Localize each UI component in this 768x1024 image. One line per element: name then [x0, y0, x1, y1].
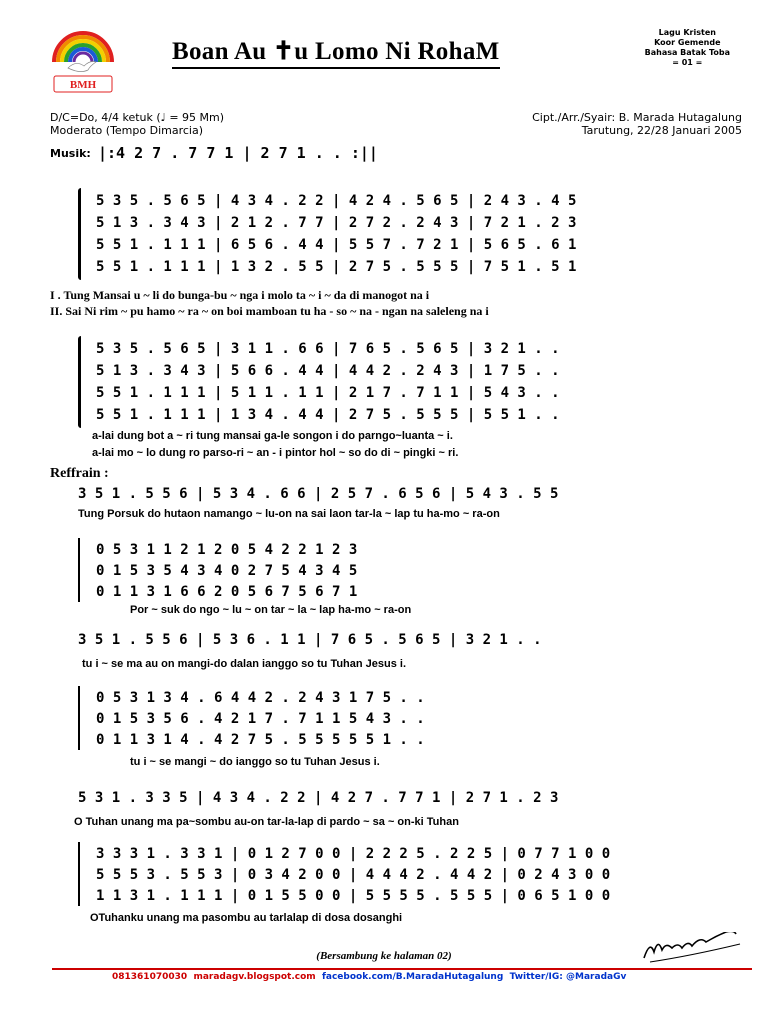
dove-icon — [68, 62, 96, 72]
harmony-line: 0 1 1 3 1 6 6 2 0 5 6 7 5 6 7 1 — [96, 584, 358, 600]
alto-line: 5 1 3 . 3 4 3 | 5 6 6 . 4 4 | 4 4 2 . 2 4 3 | 1 7 5 . . — [96, 363, 560, 379]
harmony-block — [96, 844, 610, 907]
meta-line: Koor Gemende — [654, 38, 721, 47]
signature — [640, 932, 750, 966]
lyric-verse-1: a-lai dung bot a ~ ri tung mansai ga-le songon i do parngo~luanta ~ i. — [92, 430, 453, 442]
credit-info — [532, 111, 742, 137]
harmony-line: 1 1 3 1 . 1 1 1 | 0 1 5 5 0 0 | 5 5 5 5 . 5 5 5 | 0 6 5 1 0 0 — [96, 888, 611, 904]
meta-line: Lagu Kristen — [658, 28, 716, 37]
composer: Cipt./Arr./Syair: B. Marada Hutagalung — [532, 111, 742, 124]
system-bar — [78, 842, 80, 906]
melody-lyric: tu i ~ se ma au on mangi-do dalan ianggo so tu Tuhan Jesus i. — [82, 658, 407, 670]
lyric-verse-2: II. Sai Ni rim ~ pu hamo ~ ra ~ on boi mamboan tu ha - so ~ na - ngan na saleleng na i — [50, 304, 489, 318]
system-brace — [78, 336, 81, 428]
tenor-line: 5 5 1 . 1 1 1 | 5 1 1 . 1 1 | 2 1 7 . 7 1 1 | 5 4 3 . . — [96, 385, 560, 401]
harmony-line: 0 5 3 1 1 2 1 2 0 5 4 2 2 1 2 3 — [96, 542, 358, 558]
phone-number: 081361070030 — [112, 972, 188, 982]
melody-line: 3 5 1 . 5 5 6 | 5 3 6 . 1 1 | 7 6 5 . 5 6 5 | 3 2 1 . . — [78, 632, 542, 648]
intro-notes: |:4 2 7 . 7 7 1 | 2 7 1 . . :|| — [98, 144, 378, 162]
rainbow-dove-logo — [50, 28, 116, 94]
harmony-lyric: OTuhanku unang ma pasombu au tarlalap di dosa dosanghi — [90, 912, 403, 924]
bass-line: 5 5 1 . 1 1 1 | 1 3 2 . 5 5 | 2 7 5 . 5 5 5 | 7 5 1 . 5 1 — [96, 259, 577, 275]
harmony-lyric: tu i ~ se mangi ~ do ianggo so tu Tuhan Jesus i. — [130, 756, 380, 768]
refrain-label: Reffrain : — [50, 466, 109, 481]
meta-line: Bahasa Batak Toba — [644, 48, 730, 57]
system-1-notes — [96, 190, 576, 278]
logo-text: BMH — [69, 79, 97, 91]
date-place: Tarutung, 22/28 Januari 2005 — [581, 124, 742, 137]
continued-note: (Bersambung ke halaman 02) — [316, 950, 452, 962]
refrain-melody-lyric: Tung Porsuk do hutaon namango ~ lu-on na sai laon tar-la ~ lap tu ha-mo ~ ra-on — [78, 508, 500, 520]
system-bar — [78, 538, 80, 602]
key-signature: D/C=Do, 4/4 ketuk (♩ = 95 Mm) — [50, 111, 225, 124]
harmony-line: 5 5 5 3 . 5 5 3 | 0 3 4 2 0 0 | 4 4 4 2 . 4 4 2 | 0 2 4 3 0 0 — [96, 867, 611, 883]
soprano-line: 5 3 5 . 5 6 5 | 3 1 1 . 6 6 | 7 6 5 . 5 6 5 | 3 2 1 . . — [96, 341, 560, 357]
refrain-melody: 3 5 1 . 5 5 6 | 5 3 4 . 6 6 | 2 5 7 . 6 5 6 | 5 4 3 . 5 5 — [78, 486, 559, 502]
alto-line: 5 1 3 . 3 4 3 | 2 1 2 . 7 7 | 2 7 2 . 2 4 3 | 7 2 1 . 2 3 — [96, 215, 577, 231]
harmony-line: 0 5 3 1 3 4 . 6 4 4 2 . 2 4 3 1 7 5 . . — [96, 690, 425, 706]
harmony-line: 0 1 1 3 1 4 . 4 2 7 5 . 5 5 5 5 5 1 . . — [96, 732, 425, 748]
facebook-link[interactable]: facebook.com/B.MaradaHutagalung — [321, 972, 504, 982]
harmony-line: 0 1 5 3 5 6 . 4 2 1 7 . 7 1 1 5 4 3 . . — [96, 711, 425, 727]
blog-link[interactable]: maradagv.blogspot.com — [193, 972, 316, 982]
bass-line: 5 5 1 . 1 1 1 | 1 3 4 . 4 4 | 2 7 5 . 5 5 5 | 5 5 1 . . — [96, 407, 560, 423]
footer-contacts — [112, 972, 626, 982]
intro-label: Musik: — [50, 147, 91, 160]
harmony-block — [96, 688, 425, 751]
lyric-verse-2: a-lai mo ~ lo dung ro parso-ri ~ an - i pintor hol ~ so do di ~ pingki ~ ri. — [92, 447, 459, 459]
song-meta — [645, 28, 730, 68]
refrain-harmony-lyric: Por ~ suk do ngo ~ lu ~ on tar ~ la ~ lap ha-mo ~ ra-on — [130, 604, 412, 616]
harmony-line: 3 3 3 1 . 3 3 1 | 0 1 2 7 0 0 | 2 2 2 5 . 2 2 5 | 0 7 7 1 0 0 — [96, 846, 611, 862]
melody-lyric: O Tuhan unang ma pa~sombu au-on tar-la-lap di pardo ~ sa ~ on-ki Tuhan — [74, 816, 459, 828]
footer-divider — [52, 968, 752, 970]
soprano-line: 5 3 5 . 5 6 5 | 4 3 4 . 2 2 | 4 2 4 . 5 6 5 | 2 4 3 . 4 5 — [96, 193, 577, 209]
social-handle[interactable]: Twitter/IG: @MaradaGv — [509, 972, 627, 982]
meta-line: = 01 = — [672, 58, 703, 67]
lyric-verse-1: I . Tung Mansai u ~ li do bunga-bu ~ nga i molo ta ~ i ~ da di manogot na i — [50, 288, 430, 302]
song-title: Boan Au ✝u Lomo Ni RohaM — [172, 36, 500, 69]
tempo-mark: Moderato (Tempo Dimarcia) — [50, 124, 204, 137]
system-brace — [78, 188, 81, 280]
system-2-notes — [96, 338, 560, 426]
refrain-harmony — [96, 540, 357, 603]
melody-line: 5 3 1 . 3 3 5 | 4 3 4 . 2 2 | 4 2 7 . 7 7 1 | 2 7 1 . 2 3 — [78, 790, 559, 806]
tenor-line: 5 5 1 . 1 1 1 | 6 5 6 . 4 4 | 5 5 7 . 7 2 1 | 5 6 5 . 6 1 — [96, 237, 577, 253]
system-bar — [78, 686, 80, 750]
harmony-line: 0 1 5 3 5 4 3 4 0 2 7 5 4 3 4 5 — [96, 563, 358, 579]
tempo-info — [50, 111, 224, 137]
